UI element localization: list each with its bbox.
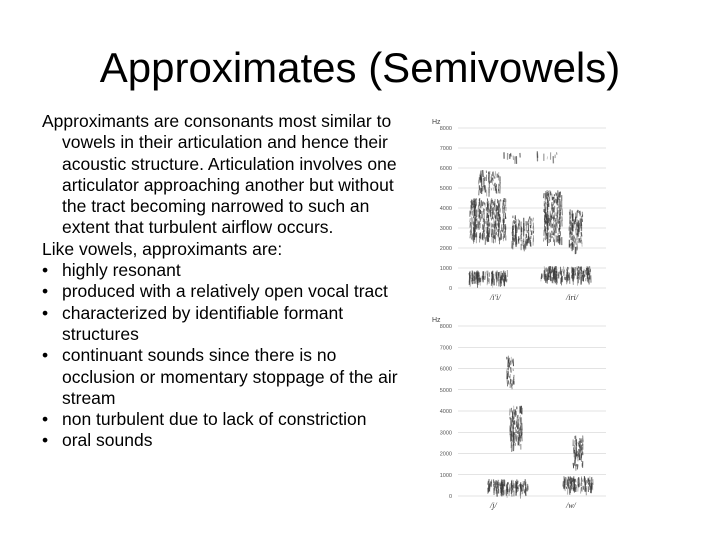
- top-panel-tick-label: 0: [448, 286, 452, 292]
- bullet-text: characterized by identifiable formant structures: [62, 302, 344, 344]
- lead-line: Like vowels, approximants are:: [42, 238, 283, 259]
- top-panel-tick-label: 6000: [439, 166, 452, 172]
- bottom-panel-unit-label: Hz: [432, 317, 441, 324]
- top-panel-formant-high: [479, 170, 501, 197]
- bullet-item: [42, 303, 412, 346]
- bullet-text: produced with a relatively open vocal tract: [62, 281, 388, 302]
- top-panel-tick-label: 7000: [439, 146, 452, 152]
- bottom-panel-tick-label: 8000: [439, 324, 452, 330]
- bottom-panel-tick-label: 2000: [439, 451, 452, 458]
- top-panel-tick-label: 2000: [439, 246, 452, 252]
- bottom-panel-tick-label: 0: [448, 494, 452, 500]
- top-panel-tick-label: 8000: [439, 126, 452, 132]
- bottom-panel-tick-label: 5000: [439, 387, 452, 394]
- bullet-dot: •: [42, 345, 49, 366]
- bottom-panel-formant-mid: [573, 436, 583, 471]
- bottom-panel-tick-label: 4000: [439, 409, 452, 415]
- bottom-panel-formant-high: [506, 356, 514, 390]
- slide-body: [42, 111, 412, 452]
- bottom-panel-voicing-bar: [488, 479, 528, 499]
- intro-paragraph: Approximants are consonants most similar to vowels in their articulation and hence their acoustic structure. Articulation involves one articulator approaching another but without the tract becoming narrowed to such an extent that turbulent airflow occurs.: [42, 111, 397, 238]
- bullet-text: oral sounds: [62, 430, 153, 451]
- bottom-panel-tick-label: 1000: [439, 472, 452, 479]
- top-panel-formant-mid: [470, 198, 506, 245]
- top-panel-voicing-bar: [541, 266, 591, 286]
- bullet-item: [42, 281, 412, 302]
- bullet-dot: •: [42, 409, 49, 430]
- slide-title: Approximates (Semivowels): [99, 44, 621, 91]
- bullet-item: [42, 345, 412, 409]
- bullet-item: [42, 409, 412, 430]
- bottom-panel-segment-label: /w/: [566, 501, 576, 510]
- spectrogram-figure: [428, 110, 618, 520]
- bullet-item: [42, 260, 412, 281]
- bullet-text: highly resonant: [62, 260, 181, 281]
- bottom-panel-tick-label: 3000: [439, 430, 452, 437]
- bottom-panel-formant-mid: [510, 406, 522, 452]
- bullet-text: continuant sounds since there is no occlusion or momentary stoppage of the air stream: [62, 345, 398, 408]
- top-panel-formant-mid: [569, 209, 583, 254]
- bullet-dot: •: [42, 281, 49, 302]
- spectrogram-svg: [428, 110, 618, 520]
- top-panel-tick-label: 3000: [439, 226, 452, 232]
- top-panel-unit-label: Hz: [432, 119, 441, 126]
- bottom-panel-tick-label: 7000: [439, 345, 452, 352]
- top-panel-formant-mid: [544, 190, 563, 246]
- bullet-dot: •: [42, 302, 49, 323]
- top-panel-tick-label: 1000: [439, 266, 452, 272]
- bullet-dot: •: [42, 260, 49, 281]
- top-panel-formant-mid: [512, 215, 534, 251]
- bullet-list: [42, 260, 412, 452]
- top-panel-tick-label: 5000: [439, 186, 452, 192]
- top-panel-tick-label: 4000: [439, 206, 452, 212]
- bullet-item: [42, 430, 412, 451]
- top-panel-voicing-bar: [469, 270, 508, 288]
- bullet-dot: •: [42, 430, 49, 451]
- bullet-text: non turbulent due to lack of constriction: [62, 409, 367, 430]
- bottom-panel-segment-label: /j/: [490, 501, 497, 510]
- bottom-panel-tick-label: 6000: [439, 366, 452, 373]
- top-panel-segment-label: /iʹi/: [490, 293, 501, 302]
- top-panel-segment-label: /iri/: [566, 293, 579, 302]
- bottom-panel-voicing-bar: [563, 476, 593, 495]
- top-panel-faint-noise: [504, 151, 557, 164]
